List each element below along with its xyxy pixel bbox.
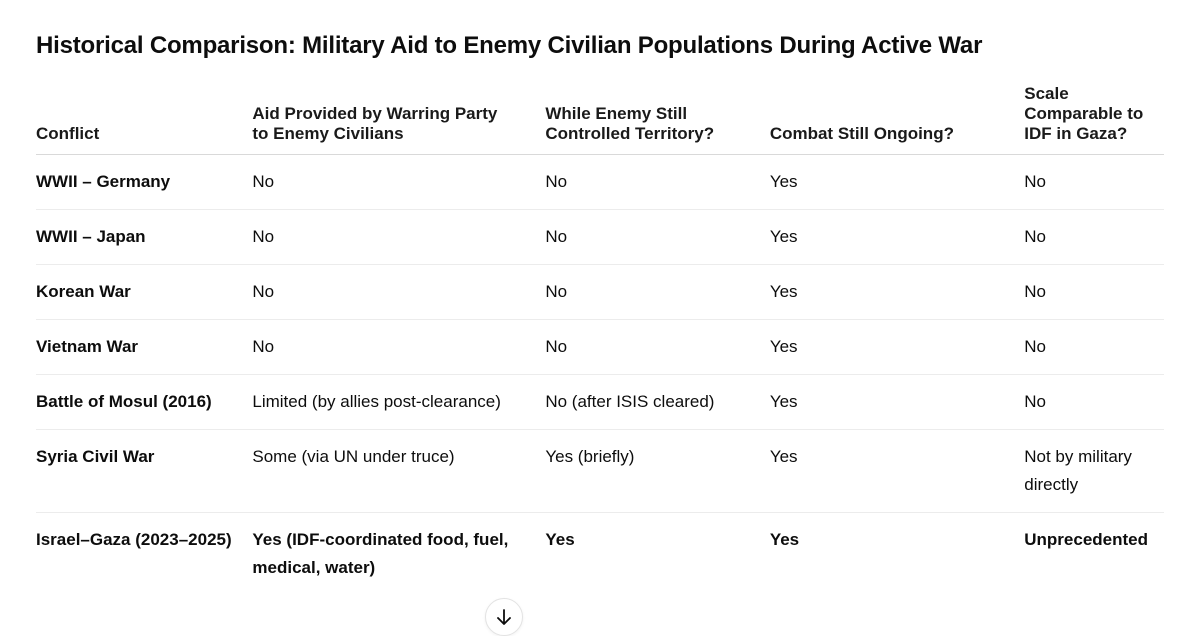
- cell-scale-comparable: No: [1024, 282, 1046, 301]
- cell-enemy-controlled: No: [545, 172, 568, 191]
- cell-conflict: Battle of Mosul (2016): [36, 392, 212, 411]
- header-aid-provided: Aid Provided by Warring Party to Enemy Civilians: [252, 104, 498, 143]
- cell-enemy-controlled: No: [545, 227, 568, 246]
- table-row: [36, 210, 1164, 265]
- table-title: Historical Comparison: Military Aid to Enemy Civilian Populations During Active War: [36, 32, 983, 59]
- header-enemy-controlled: While Enemy Still Controlled Territory?: [545, 104, 715, 143]
- cell-scale-comparable: Not by military directly: [1024, 447, 1132, 494]
- table-row: [36, 513, 1164, 596]
- cell-conflict: WWII – Japan: [36, 227, 146, 246]
- cell-enemy-controlled: Yes: [545, 530, 575, 549]
- cell-aid-provided: Limited (by allies post-clearance): [252, 392, 501, 411]
- cell-enemy-controlled: No (after ISIS cleared): [545, 392, 715, 411]
- cell-combat-ongoing: Yes: [769, 392, 798, 411]
- comparison-table: [36, 84, 1164, 595]
- cell-combat-ongoing: Yes: [769, 447, 798, 466]
- table-row: [36, 430, 1164, 513]
- header-conflict: Conflict: [36, 124, 100, 143]
- cell-aid-provided: No: [252, 337, 275, 356]
- cell-aid-provided: No: [252, 172, 275, 191]
- cell-conflict: WWII – Germany: [36, 172, 171, 191]
- cell-enemy-controlled: Yes (briefly): [545, 447, 635, 466]
- header-combat-ongoing: Combat Still Ongoing?: [769, 124, 954, 143]
- table-row: [36, 155, 1164, 210]
- cell-aid-provided: Yes (IDF-coordinated food, fuel, medical, water): [252, 530, 509, 577]
- cell-conflict: Syria Civil War: [36, 447, 155, 466]
- cell-combat-ongoing: Yes: [769, 282, 798, 301]
- cell-scale-comparable: No: [1024, 337, 1046, 356]
- cell-conflict: Korean War: [36, 282, 131, 301]
- cell-combat-ongoing: Yes: [769, 337, 798, 356]
- scroll-down-button[interactable]: [485, 598, 523, 636]
- table-row: [36, 375, 1164, 430]
- cell-scale-comparable: No: [1024, 172, 1046, 191]
- table-header-row: [36, 84, 1164, 155]
- cell-conflict: Israel–Gaza (2023–2025): [36, 530, 232, 549]
- cell-conflict: Vietnam War: [36, 337, 139, 356]
- cell-combat-ongoing: Yes: [769, 530, 800, 549]
- header-scale-comparable: Scale Comparable to IDF in Gaza?: [1024, 84, 1144, 143]
- table-row: [36, 265, 1164, 320]
- arrow-down-icon: [495, 608, 513, 626]
- cell-scale-comparable: No: [1024, 392, 1046, 411]
- cell-combat-ongoing: Yes: [769, 172, 798, 191]
- cell-scale-comparable: No: [1024, 227, 1046, 246]
- cell-enemy-controlled: No: [545, 337, 568, 356]
- cell-aid-provided: Some (via UN under truce): [252, 447, 455, 466]
- cell-combat-ongoing: Yes: [769, 227, 798, 246]
- cell-scale-comparable: Unprecedented: [1024, 530, 1148, 549]
- cell-enemy-controlled: No: [545, 282, 568, 301]
- table-row: [36, 320, 1164, 375]
- cell-aid-provided: No: [252, 227, 275, 246]
- cell-aid-provided: No: [252, 282, 275, 301]
